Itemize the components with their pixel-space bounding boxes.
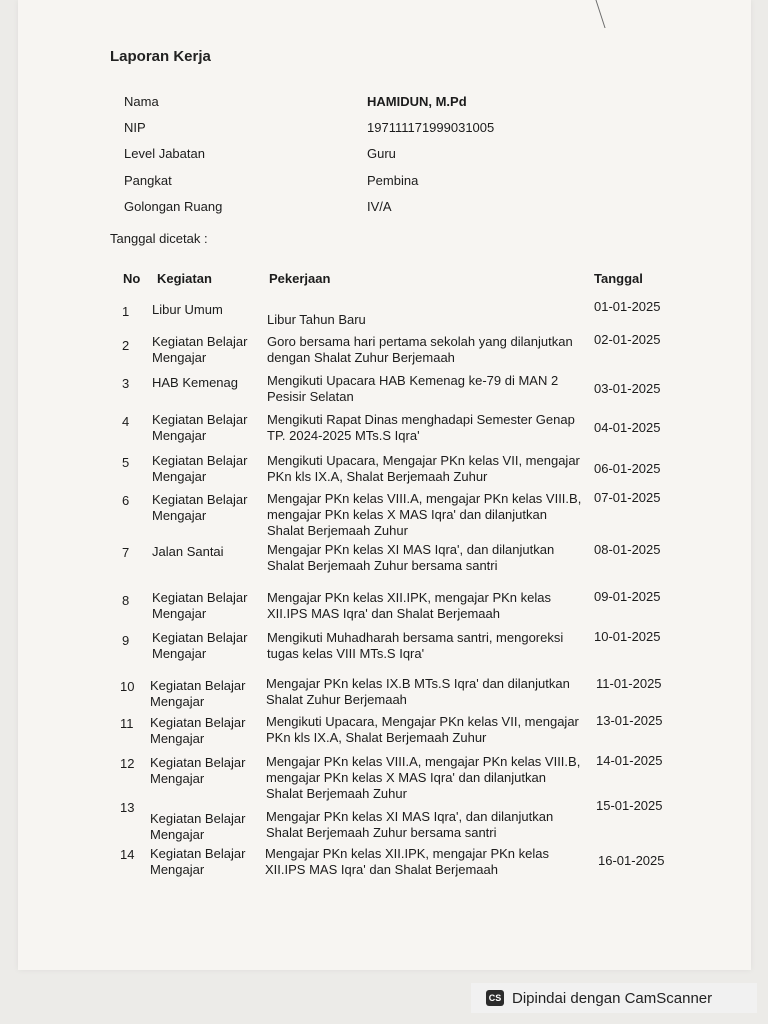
row-pekerjaan: Mengikuti Upacara, Mengajar PKn kelas VII, mengajar PKn kls IX.A, Shalat Berjemaah Zuhur [266,714,579,745]
row-pekerjaan: Mengajar PKn kelas XII.IPK, mengajar PKn kelas XII.IPS MAS Iqra' dan Shalat Berjemaah [267,590,551,621]
row-no: 12 [120,756,135,771]
row-kegiatan: Kegiatan Belajar Mengajar [152,630,248,661]
row-tanggal: 13-01-2025 [596,713,663,728]
row-kegiatan: Kegiatan Belajar Mengajar [150,846,246,877]
row-tanggal: 08-01-2025 [594,542,661,557]
row-tanggal: 04-01-2025 [594,420,661,435]
row-kegiatan: Kegiatan Belajar Mengajar [150,755,246,786]
nama-value: HAMIDUN, M.Pd [367,94,467,109]
row-tanggal: 15-01-2025 [596,798,663,813]
row-tanggal: 03-01-2025 [594,381,661,396]
row-tanggal: 02-01-2025 [594,332,661,347]
level-label: Level Jabatan [124,146,205,161]
row-kegiatan: Kegiatan Belajar Mengajar [152,412,248,443]
header-pekerjaan: Pekerjaan [269,271,331,286]
row-tanggal: 07-01-2025 [594,490,661,505]
pangkat-label: Pangkat [124,173,172,188]
row-tanggal: 10-01-2025 [594,629,661,644]
row-kegiatan: Kegiatan Belajar Mengajar [150,715,246,746]
row-kegiatan: Kegiatan Belajar Mengajar [152,453,248,484]
row-kegiatan: Kegiatan Belajar Mengajar [152,492,248,523]
row-pekerjaan: Mengikuti Muhadharah bersama santri, mengoreksi tugas kelas VIII MTs.S Iqra' [267,630,564,661]
row-pekerjaan: Mengajar PKn kelas VIII.A, mengajar PKn kelas VIII.B, mengajar PKn kelas X MAS Iqra' dan dilanjutkan Shalat Berjemaah Zuhur [267,491,582,538]
row-pekerjaan: Mengajar PKn kelas XI MAS Iqra', dan dilanjutkan Shalat Berjemaah Zuhur bersama santri [267,542,555,573]
row-kegiatan: HAB Kemenag [152,375,238,390]
camscanner-footer [471,983,757,1013]
row-kegiatan: Kegiatan Belajar Mengajar [150,811,246,842]
row-no: 4 [122,414,130,429]
row-no: 7 [122,545,130,560]
row-no: 3 [122,376,130,391]
row-no: 14 [120,847,135,862]
row-tanggal: 11-01-2025 [596,676,662,691]
row-pekerjaan: Libur Tahun Baru [267,312,366,327]
row-tanggal: 14-01-2025 [596,753,663,768]
row-no: 2 [122,338,130,353]
row-pekerjaan: Mengikuti Rapat Dinas menghadapi Semester Genap TP. 2024-2025 MTs.S Iqra' [267,412,575,443]
row-no: 13 [120,800,135,815]
level-value: Guru [367,146,396,161]
camscanner-text: Dipindai dengan CamScanner [512,989,713,1007]
row-no: 1 [122,304,130,319]
row-kegiatan: Libur Umum [152,302,223,317]
row-pekerjaan: Mengikuti Upacara, Mengajar PKn kelas VII, mengajar PKn kls IX.A, Shalat Berjemaah Zuhur [267,453,580,484]
header-kegiatan: Kegiatan [157,271,212,286]
row-tanggal: 06-01-2025 [594,461,661,476]
row-no: 9 [122,633,130,648]
pangkat-value: Pembina [367,173,419,188]
row-pekerjaan: Mengajar PKn kelas IX.B MTs.S Iqra' dan dilanjutkan Shalat Zuhur Berjemaah [266,676,570,707]
row-kegiatan: Kegiatan Belajar Mengajar [152,334,248,365]
row-pekerjaan: Mengajar PKn kelas XII.IPK, mengajar PKn kelas XII.IPS MAS Iqra' dan Shalat Berjemaah [265,846,549,877]
row-kegiatan: Kegiatan Belajar Mengajar [152,590,248,621]
header-no: No [123,271,141,286]
row-kegiatan: Kegiatan Belajar Mengajar [150,678,246,709]
row-pekerjaan: Mengajar PKn kelas XI MAS Iqra', dan dilanjutkan Shalat Berjemaah Zuhur bersama santri [266,809,554,840]
row-no: 6 [122,493,130,508]
row-no: 11 [120,716,134,731]
row-pekerjaan: Mengikuti Upacara HAB Kemenag ke-79 di MAN 2 Pesisir Selatan [267,373,559,404]
header-tanggal: Tanggal [594,271,643,286]
row-no: 5 [122,455,130,470]
printed-date-label: Tanggal dicetak : [110,231,208,246]
golongan-label: Golongan Ruang [124,199,223,214]
row-tanggal: 09-01-2025 [594,589,661,604]
nip-value: 197111171999031005 [367,120,495,135]
row-no: 10 [120,679,135,694]
nip-label: NIP [124,120,146,135]
row-kegiatan: Jalan Santai [152,544,224,559]
row-tanggal: 01-01-2025 [594,299,661,314]
golongan-value: IV/A [367,199,392,214]
camscanner-icon: CS [486,990,504,1006]
row-pekerjaan: Goro bersama hari pertama sekolah yang dilanjutkan dengan Shalat Zuhur Berjemaah [267,334,573,365]
report-title: Laporan Kerja [110,48,211,65]
row-no: 8 [122,593,130,608]
nama-label: Nama [124,94,159,109]
row-pekerjaan: Mengajar PKn kelas VIII.A, mengajar PKn kelas VIII.B, mengajar PKn kelas X MAS Iqra' dan dilanjutkan Shalat Berjemaah Zuhur [266,754,581,801]
row-tanggal: 16-01-2025 [598,853,665,868]
